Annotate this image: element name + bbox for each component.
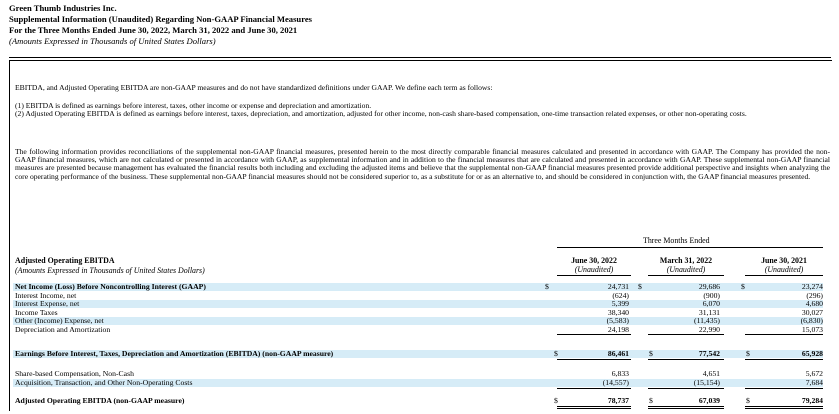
cell-value: (15,154) [693, 377, 720, 387]
cell-value: 6,833 [611, 369, 629, 378]
subtotal-rule [648, 334, 724, 335]
cell-value: 38,340 [607, 307, 629, 317]
currency-symbol: $ [741, 282, 745, 291]
column-date-1: June 30, 2022 [571, 256, 617, 265]
cell-value: (11,435) [694, 316, 720, 325]
row-label-interest-income: Interest Income, net [15, 290, 77, 300]
cell-value: (14,557) [602, 377, 629, 387]
column-note-2: (Unaudited) [666, 265, 706, 274]
company-name: Green Thumb Industries Inc. [9, 3, 117, 13]
cell-value: (624) [612, 290, 629, 300]
row-label-net-income: Net Income (Loss) Before Noncontrolling Interest (GAAP) [15, 282, 206, 291]
group-header-rule [557, 247, 823, 248]
row-label-interest-expense: Interest Expense, net [15, 299, 80, 308]
row-label-other-income-expense: Other (Income) Expense, net [15, 316, 104, 325]
total-double-rule [648, 406, 724, 409]
subtotal-rule [745, 334, 823, 335]
column-date-2: March 31, 2022 [659, 256, 713, 265]
row-label-adjusted-operating-ebitda: Adjusted Operating EBITDA (non-GAAP measure) [15, 396, 185, 405]
currency-symbol: $ [746, 349, 750, 358]
table-units: (Amounts Expressed in Thousands of United States Dollars) [15, 266, 205, 275]
cell-value: 79,284 [801, 396, 823, 405]
cell-value: 6,070 [702, 299, 720, 308]
total-double-rule [557, 406, 631, 409]
cell-value: 15,073 [801, 324, 823, 334]
total-rule [557, 388, 631, 389]
definition-adjusted-ebitda: (2) Adjusted Operating EBITDA is defined as earnings before interest, taxes, depreciation, and amortization, adjusted for other income, non-cash share-based compensation, one-time transaction related expenses, or other non-operating costs. [15, 109, 747, 118]
cell-value: 23,274 [801, 282, 823, 291]
cell-value: 29,686 [698, 282, 720, 291]
column-date-3: June 30, 2021 [761, 256, 807, 265]
definition-ebitda: (1) EBITDA is defined as earnings before interest, taxes, other income or expense and depreciation and amortization. [15, 101, 372, 110]
ebitda-rule [557, 359, 631, 360]
row-label-acquisition-costs: Acquisition, Transaction, and Other Non-Operating Costs [15, 377, 193, 387]
row-label-depreciation: Depreciation and Amortization [15, 324, 111, 334]
cell-value: 67,039 [698, 396, 720, 405]
cell-value: 77,542 [698, 349, 720, 358]
cell-value: 65,928 [801, 349, 823, 358]
currency-symbol: $ [649, 349, 653, 358]
currency-symbol: $ [746, 396, 750, 405]
column-rule-2 [648, 275, 724, 276]
column-rule-1 [557, 275, 631, 276]
currency-symbol: $ [649, 396, 653, 405]
total-rule [745, 388, 823, 389]
currency-symbol: $ [554, 349, 558, 358]
subtotal-rule [557, 334, 631, 335]
cell-value: 78,737 [607, 396, 629, 405]
three-months-header: Three Months Ended [643, 236, 710, 245]
cell-value: (900) [703, 290, 720, 300]
column-note-1: (Unaudited) [574, 265, 614, 274]
report-title: Supplemental Information (Unaudited) Regarding Non-GAAP Financial Measures [9, 14, 313, 24]
ebitda-rule [648, 359, 724, 360]
cell-value: 30,027 [801, 307, 823, 317]
report-period: For the Three Months Ended June 30, 2022, March 31, 2022 and June 30, 2021 [9, 25, 298, 35]
reconciliation-paragraph: The following information provides reconciliations of the supplemental non-GAAP financial measures, presented herein to the most directly comparable financial measures calculated and presented in accordance with GAAP. The Company has provided the non-GAAP financial measures, which are not calculated or presented in accordance with GAAP, as supplemental information and in addition to the financial measures that are calculated and presented in accordance with GAAP. These supplemental non-GAAP financial measures are presented because management has evaluated the financial results both including and excluding the adjusted items and believe that the supplemental non-GAAP financial measures presented provide additional perspective and insights when analyzing the core operating performance of the business. These supplemental non-GAAP financial measures should not be considered superior to, as a substitute for or as an alternative to, and should be considered in conjunction with, the GAAP financial measures presented. [15, 147, 830, 181]
column-rule-3 [745, 275, 823, 276]
cell-value: 86,461 [607, 349, 629, 358]
cell-value: (6,830) [800, 316, 823, 325]
total-double-rule [745, 406, 823, 409]
currency-symbol: $ [545, 282, 549, 291]
currency-symbol: $ [638, 282, 642, 291]
cell-value: 4,651 [702, 369, 720, 378]
header-divider [9, 57, 831, 58]
cell-value: 22,990 [698, 324, 720, 334]
cell-value: 24,198 [607, 324, 629, 334]
intro-paragraph: EBITDA, and Adjusted Operating EBITDA are non-GAAP measures and do not have standardized definitions under GAAP. We define each term as follows: [15, 83, 493, 92]
cell-value: 7,684 [805, 377, 823, 387]
cell-value: 4,680 [805, 299, 823, 308]
cell-value: 31,131 [698, 307, 720, 317]
total-rule [648, 388, 724, 389]
cell-value: 24,731 [607, 282, 629, 291]
table-title: Adjusted Operating EBITDA [15, 256, 115, 265]
currency-symbol: $ [554, 396, 558, 405]
cell-value: (296) [806, 290, 823, 300]
row-label-share-based-compensation: Share-based Compensation, Non-Cash [15, 369, 134, 378]
row-label-ebitda: Earnings Before Interest, Taxes, Depreciation and Amortization (EBITDA) (non-GAAP measure) [15, 349, 334, 358]
cell-value: 5,672 [805, 369, 823, 378]
cell-value: 5,399 [611, 299, 629, 308]
column-note-3: (Unaudited) [764, 265, 804, 274]
ebitda-rule [745, 359, 823, 360]
row-label-income-taxes: Income Taxes [15, 307, 58, 317]
report-units: (Amounts Expressed in Thousands of United States Dollars) [9, 36, 216, 46]
cell-value: (5,583) [606, 316, 629, 325]
